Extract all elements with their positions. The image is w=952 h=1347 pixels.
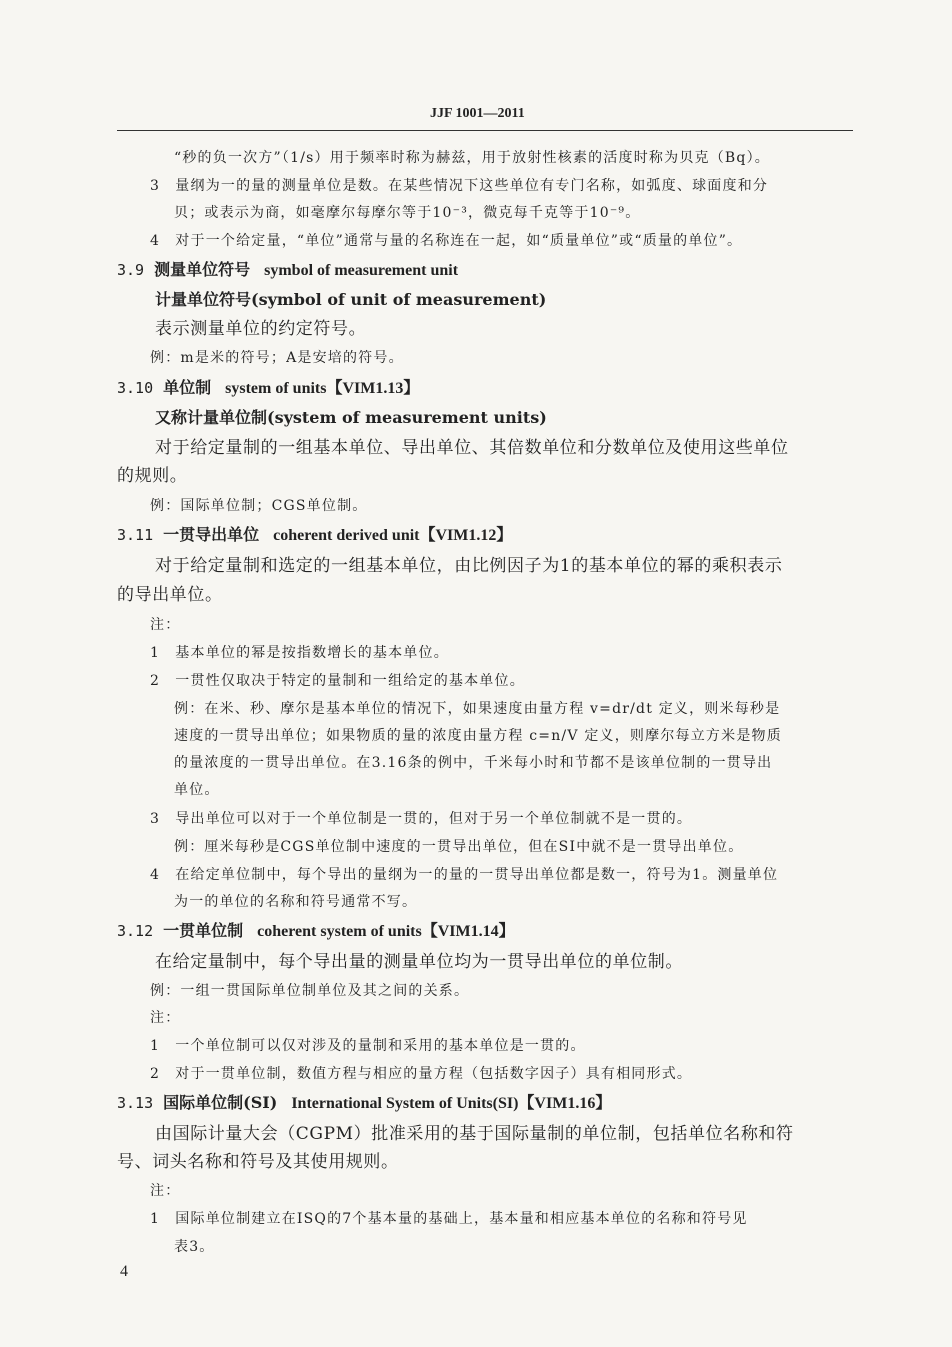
header-rule	[117, 130, 853, 131]
section-number: 3.10	[117, 379, 154, 397]
definition-text-continued: 号、词头名称和符号及其使用规则。	[117, 1152, 399, 1172]
term-english: system of units【VIM1.13】	[225, 380, 420, 397]
term-chinese: 一贯导出单位	[163, 525, 260, 544]
term-chinese: 国际单位制(SI)	[163, 1093, 278, 1112]
example-text: 例：国际单位制；CGS单位制。	[150, 498, 368, 514]
note-1-text: 1 基本单位的幂是按指数增长的基本单位。	[150, 645, 449, 661]
term-english: coherent system of units【VIM1.14】	[257, 923, 515, 940]
example-text: 例：m是米的符号；A是安培的符号。	[150, 350, 404, 366]
example-text: 单位。	[174, 782, 220, 798]
example-text: 例：厘米每秒是CGS单位制中速度的一贯导出单位，但在SI中就不是一贯导出单位。	[174, 839, 744, 855]
example-text: 例：一组一贯国际单位制单位及其之间的关系。	[150, 983, 470, 999]
section-3-10-heading	[117, 380, 419, 397]
note-1-continued: 表3。	[174, 1239, 215, 1255]
term-chinese: 单位制	[163, 378, 212, 397]
note-1-text: 1 国际单位制建立在ISQ的7个基本量的基础上，基本量和相应基本单位的名称和符号见	[150, 1211, 748, 1227]
note-2-text: 2 对于一贯单位制，数值方程与相应的量方程（包括数字因子）具有相同形式。	[150, 1066, 693, 1082]
definition-text: 对于给定量制和选定的一组基本单位，由比例因子为1的基本单位的幂的乘积表示	[155, 556, 783, 576]
synonym-term: 计量单位符号(symbol of unit of measurement)	[155, 290, 547, 309]
term-english: International System of Units(SI)【VIM1.16】	[291, 1095, 612, 1112]
note-label: 注：	[150, 1010, 181, 1026]
section-number: 3.9	[117, 261, 145, 279]
note-2-text: 2 一贯性仅取决于特定的量制和一组给定的基本单位。	[150, 673, 525, 689]
example-text: 例：在米、秒、摩尔是基本单位的情况下，如果速度由量方程 v=dr/dt 定义，则米每秒是	[174, 701, 781, 717]
section-number: 3.13	[117, 1094, 154, 1112]
definition-text: 对于给定量制的一组基本单位、导出单位、其倍数单位和分数单位及使用这些单位	[155, 438, 789, 458]
definition-text: 由国际计量大会（CGPM）批准采用的基于国际量制的单位制，包括单位名称和符	[155, 1124, 794, 1144]
note-4-text: 4 在给定单位制中，每个导出的量纲为一的量的一贯导出单位都是数一，符号为1。测量单位	[150, 867, 779, 883]
note-3-continued: 贝；或表示为商，如毫摩尔每摩尔等于10⁻³，微克每千克等于10⁻⁹。	[174, 205, 641, 221]
synonym-term: 又称计量单位制(system of measurement units)	[155, 408, 547, 427]
note-4-text: 4 对于一个给定量，“单位”通常与量的名称连在一起，如“质量单位”或“质量的单位”。	[150, 233, 743, 249]
note-label: 注：	[150, 617, 181, 633]
section-3-11-heading	[117, 527, 512, 544]
note-3-text: 3 量纲为一的量的测量单位是数。在某些情况下这些单位有专门名称，如弧度、球面度和分	[150, 178, 769, 194]
term-chinese: 一贯单位制	[163, 921, 244, 940]
definition-text-continued: 的导出单位。	[117, 585, 223, 605]
example-text: 的量浓度的一贯导出单位。在3.16条的例中，千米每小时和节都不是该单位制的一贯导出	[174, 755, 773, 771]
section-3-12-heading	[117, 923, 515, 940]
term-chinese: 测量单位符号	[154, 260, 251, 279]
note-3-text: 3 导出单位可以对于一个单位制是一贯的，但对于另一个单位制就不是一贯的。	[150, 811, 693, 827]
term-english: symbol of measurement unit	[264, 262, 459, 279]
note-text: “秒的负一次方”（1/s）用于频率时称为赫兹，用于放射性核素的活度时称为贝克（Bq）。	[174, 150, 770, 166]
document-code-header: JJF 1001—2011	[430, 106, 525, 121]
section-3-9-heading	[117, 262, 458, 279]
definition-text-continued: 的规则。	[117, 466, 188, 486]
section-number: 3.11	[117, 526, 154, 544]
note-label: 注：	[150, 1183, 181, 1199]
section-3-13-heading	[117, 1095, 611, 1112]
note-1-text: 1 一个单位制可以仅对涉及的量制和采用的基本单位是一贯的。	[150, 1038, 586, 1054]
term-english: coherent derived unit【VIM1.12】	[273, 527, 513, 544]
note-4-continued: 为一的单位的名称和符号通常不写。	[174, 894, 418, 910]
definition-text: 在给定量制中，每个导出量的测量单位均为一贯导出单位的单位制。	[155, 952, 683, 972]
page-number: 4	[120, 1263, 128, 1280]
definition-text: 表示测量单位的约定符号。	[155, 319, 367, 339]
section-number: 3.12	[117, 922, 154, 940]
example-text: 速度的一贯导出单位；如果物质的量的浓度由量方程 c=n/V 定义，则摩尔每立方米是物质	[174, 728, 782, 744]
